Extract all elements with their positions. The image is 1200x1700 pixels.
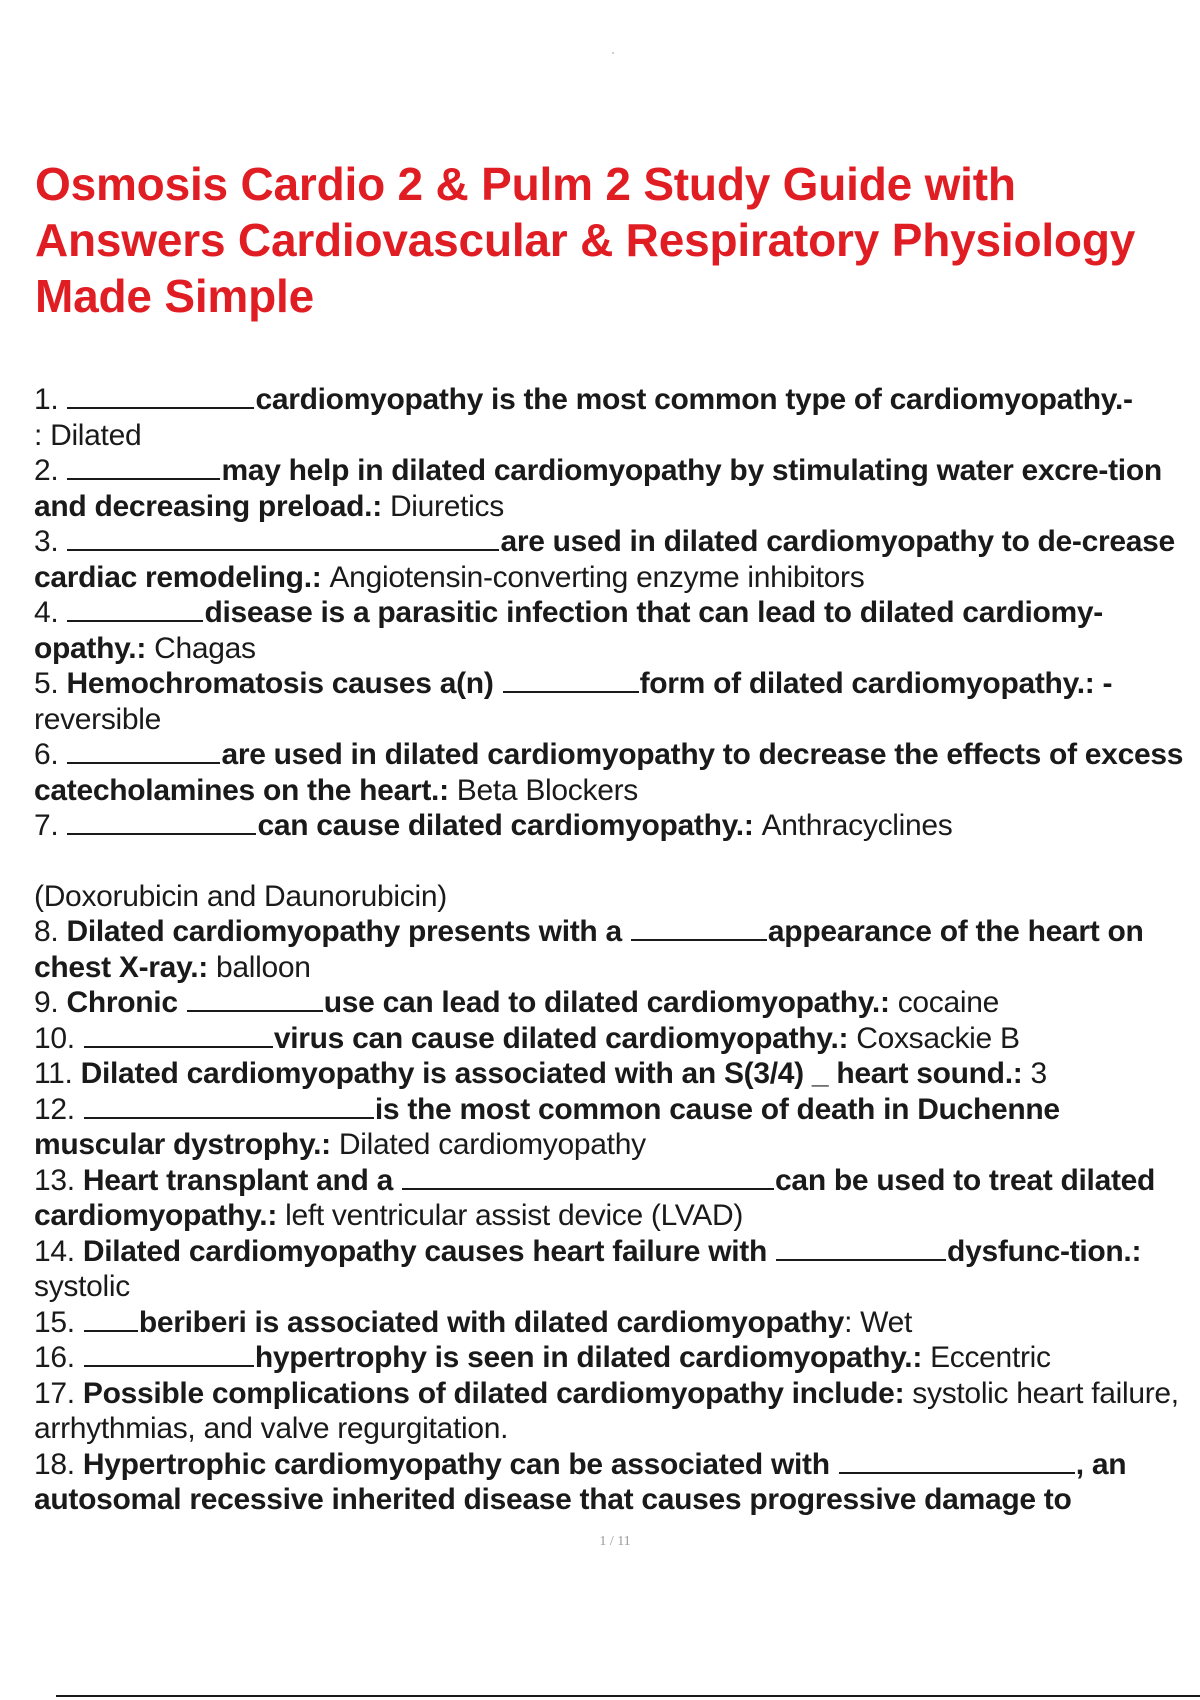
question-text: is the most common cause of death in Duchenne muscular dystrophy. <box>34 1092 1060 1161</box>
question-text: beriberi is associated with dilated cardiomyopathy <box>138 1305 845 1339</box>
question-number: 15. <box>34 1305 75 1339</box>
question-number: 11. <box>34 1057 73 1090</box>
answer-text: Chagas <box>154 631 256 665</box>
question-number: 8. <box>34 915 59 948</box>
spacer <box>34 844 1194 879</box>
answer-text: 3 <box>1030 1057 1047 1090</box>
question-6 <box>34 737 1194 808</box>
question-number: 6. <box>34 738 59 771</box>
question-text: appearance of the heart on chest X-ray. <box>34 915 1144 984</box>
answer-blank <box>67 738 220 764</box>
question-16 <box>34 1340 1194 1376</box>
answer-blank <box>839 1448 1075 1474</box>
question-text-pre: Dilated cardiomyopathy presents with a <box>66 915 630 948</box>
question-text: , an autosomal recessive inherited disease that causes progressive damage to <box>34 1447 1127 1516</box>
answer-separator: : <box>894 1376 913 1410</box>
answer-separator: : <box>267 1199 286 1232</box>
question-11 <box>34 1056 1194 1092</box>
question-number: 18. <box>34 1447 75 1481</box>
question-text-pre: Heart transplant and a <box>82 1163 402 1197</box>
question-8 <box>34 914 1194 985</box>
question-number: 3. <box>34 525 59 558</box>
answer-separator: : <box>198 950 216 984</box>
question-text: cardiomyopathy is the most common type of cardiomyopathy.- <box>255 383 1133 416</box>
question-12 <box>34 1092 1194 1163</box>
question-number: 17. <box>34 1376 75 1410</box>
answer-blank <box>67 596 203 622</box>
question-10 <box>34 1021 1194 1057</box>
question-number: 14. <box>34 1234 75 1268</box>
answer-separator: : <box>844 1305 861 1339</box>
answer-text: systolic heart failure, arrhythmias, and valve regurgitation. <box>34 1376 1179 1445</box>
answer-separator: : <box>321 1128 339 1161</box>
question-number: 1. <box>34 383 59 416</box>
answer-separator: : <box>372 489 390 523</box>
question-text: disease is a parasitic infection that can lead to dilated cardiomy-opathy. <box>34 596 1103 665</box>
answer-blank <box>776 1235 946 1261</box>
question-number: 13. <box>34 1163 75 1197</box>
bottom-divider <box>56 1695 1200 1697</box>
answer-blank <box>67 809 256 835</box>
question-3 <box>34 524 1194 595</box>
answer-text: systolic <box>34 1270 130 1303</box>
answer-text: Beta Blockers <box>456 773 638 807</box>
answer-separator: : <box>1131 1234 1142 1268</box>
question-text-pre: Hemochromatosis causes a(n) <box>66 667 502 700</box>
answer-text: Diuretics <box>389 489 504 523</box>
question-text-pre: Chronic <box>66 986 186 1019</box>
answer-blank <box>67 383 254 409</box>
answer-text: left ventricular assist device (LVAD) <box>285 1199 744 1232</box>
question-18 <box>34 1447 1194 1518</box>
answer-separator: : - <box>1084 667 1113 700</box>
answer-blank <box>84 1306 138 1332</box>
answer-text: Dilated cardiomyopathy <box>338 1128 646 1161</box>
answer-blank <box>67 454 220 480</box>
answer-blank <box>84 1093 374 1119</box>
question-13 <box>34 1163 1194 1234</box>
question-2 <box>34 453 1194 524</box>
question-number: 4. <box>34 596 59 629</box>
answer-separator: : <box>439 773 457 807</box>
question-text: dysfunc-tion. <box>947 1234 1132 1268</box>
answer-text: Anthracyclines <box>761 809 953 842</box>
question-5 <box>34 666 1194 737</box>
page-number: 1 / 11 <box>599 1534 631 1549</box>
question-number: 2. <box>34 454 59 487</box>
question-text: form of dilated cardiomyopathy. <box>639 667 1085 700</box>
answer-text: Angiotensin-converting enzyme inhibitors <box>329 560 865 594</box>
answer-text: Coxsackie B <box>856 1021 1020 1055</box>
question-1 <box>34 382 1194 453</box>
answer-text: (Doxorubicin and Daunorubicin) <box>34 879 447 913</box>
question-text: are used in dilated cardiomyopathy to de-crease cardiac remodeling. <box>34 525 1175 594</box>
answer-text: Eccentric <box>930 1341 1051 1374</box>
question-14 <box>34 1234 1194 1305</box>
question-number: 5. <box>34 667 59 700</box>
answer-separator: : <box>743 809 762 842</box>
question-text: virus can cause dilated cardiomyopathy. <box>273 1021 839 1055</box>
question-15 <box>34 1305 1194 1341</box>
answer-separator: : <box>136 631 155 665</box>
question-7 <box>34 808 1194 844</box>
question-number: 9. <box>34 986 59 1019</box>
question-text: can be used to treat dilated cardiomyopathy. <box>34 1163 1156 1232</box>
question-text-pre: Hypertrophic cardiomyopathy can be associated with <box>82 1447 838 1481</box>
question-9 <box>34 985 1194 1021</box>
question-text: can cause dilated cardiomyopathy. <box>257 809 744 842</box>
answer-blank <box>187 986 323 1012</box>
page-title: Osmosis Cardio 2 & Pulm 2 Study Guide with Answers Cardiovascular & Respiratory Physiology Made Simple <box>35 158 1136 322</box>
scan-mark <box>612 52 614 54</box>
question-number: 16. <box>34 1341 75 1374</box>
answer-blank <box>402 1164 774 1190</box>
answer-text: reversible <box>34 702 162 736</box>
answer-blank <box>503 667 639 693</box>
question-text: use can lead to dilated cardiomyopathy. <box>323 986 880 1019</box>
answer-separator: : <box>1012 1057 1031 1090</box>
answer-blank <box>67 525 499 551</box>
answer-blank <box>84 1022 273 1048</box>
answer-blank <box>84 1341 254 1367</box>
answer-separator: : <box>838 1021 857 1055</box>
question-text: are used in dilated cardiomyopathy to decrease the effects of excess catecholamines on the heart. <box>34 738 1184 807</box>
question-number: 12. <box>34 1092 75 1126</box>
answer-separator: : <box>34 418 51 452</box>
question-text: hypertrophy is seen in dilated cardiomyopathy. <box>254 1341 913 1374</box>
question-text-pre: Dilated cardiomyopathy causes heart failure with <box>82 1234 776 1268</box>
answer-text: Dilated <box>50 418 142 452</box>
answer-separator: : <box>311 560 330 594</box>
answer-separator: : <box>879 986 898 1019</box>
question-17 <box>34 1376 1194 1447</box>
answer-text: cocaine <box>897 986 1000 1019</box>
answer-text: balloon <box>216 950 311 984</box>
question-text: Dilated cardiomyopathy is associated with an S(3/4) _ heart sound. <box>80 1057 1013 1090</box>
answer-text: Wet <box>860 1305 913 1339</box>
answer-blank <box>631 915 767 941</box>
question-text: may help in dilated cardiomyopathy by stimulating water excre-tion and decreasing preload. <box>34 454 1162 523</box>
question-text: Possible complications of dilated cardiomyopathy include <box>82 1376 895 1410</box>
question-4 <box>34 595 1194 666</box>
question-list <box>34 382 1194 1518</box>
question-number: 7. <box>34 809 59 842</box>
answer-separator: : <box>912 1341 931 1374</box>
answer-continuation <box>34 879 1194 915</box>
question-number: 10. <box>34 1021 75 1055</box>
